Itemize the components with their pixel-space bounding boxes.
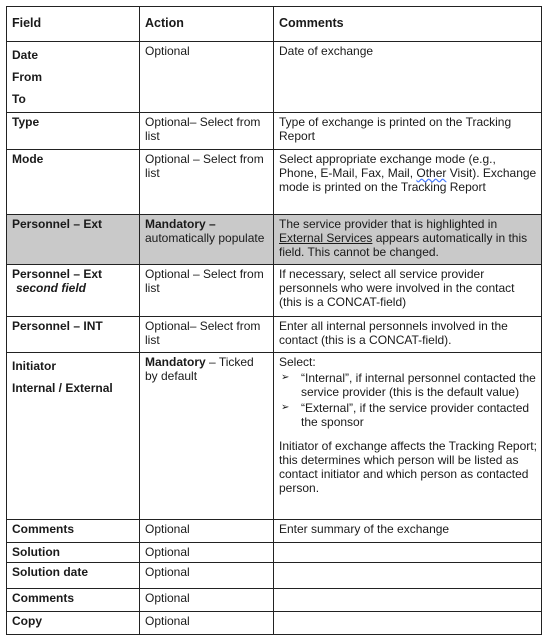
field-internal-external: Internal / External	[12, 381, 113, 395]
field-type: Type	[7, 113, 140, 150]
field-copy: Copy	[7, 612, 140, 635]
table-row-comments	[7, 520, 542, 543]
cell-comments	[274, 612, 542, 635]
table-row-initiator	[7, 353, 542, 520]
field-comments-2: Comments	[7, 589, 140, 612]
cell-action: Optional	[140, 520, 274, 543]
table-row-solution	[7, 543, 542, 563]
arrow-bullet-icon: ➢	[281, 372, 290, 383]
cell-action: Mandatory – Ticked by default	[140, 353, 274, 520]
field-personnel-ext-2: Personnel – Ext	[12, 267, 103, 281]
cell-comments	[274, 589, 542, 612]
table-row-solution-date	[7, 563, 542, 589]
arrow-bullet-icon: ➢	[281, 402, 290, 413]
cell-comments: Date of exchange	[274, 42, 542, 113]
table-row-date	[7, 42, 542, 113]
table-row-personnel-int	[7, 317, 542, 353]
cell-action: Optional– Select from list	[140, 113, 274, 150]
cell-action: Optional – Select from list	[140, 150, 274, 215]
cell-action: Optional– Select from list	[140, 317, 274, 353]
field-solution: Solution	[7, 543, 140, 563]
field-personnel-int: Personnel – INT	[7, 317, 140, 353]
cell-comments: If necessary, select all service provider personnels who were involved in the contact (this is a CONCAT-field)	[274, 265, 542, 317]
field-personnel-ext: Personnel – Ext	[7, 215, 140, 265]
list-item: ➢ “Internal”, if internal personnel contacted the service provider (this is the default value)	[281, 371, 536, 399]
field-date: Date	[12, 48, 39, 62]
cell-field	[7, 42, 140, 113]
cell-comments: Select appropriate exchange mode (e.g., Phone, E-Mail, Fax, Mail, Other Visit). Exchange mode is printed on the Tracking Report	[274, 150, 542, 215]
field-from: From	[12, 70, 42, 84]
field-second-field: second field	[16, 281, 87, 295]
list-item: ➢ “External”, if the service provider contacted the sponsor	[281, 401, 530, 429]
table-row-comments-2	[7, 589, 542, 612]
cell-comments	[274, 353, 542, 520]
cell-comments: Enter summary of the exchange	[274, 520, 542, 543]
header-row	[7, 7, 542, 42]
table-row-copy	[7, 612, 542, 635]
cell-comments: The service provider that is highlighted in External Services appears automatically in this field. This cannot be changed.	[274, 215, 542, 265]
select-label: Select:	[279, 355, 316, 369]
field-to: To	[12, 92, 26, 106]
field-solution-date: Solution date	[7, 563, 140, 589]
cell-action: Optional	[140, 42, 274, 113]
cell-action: Optional	[140, 612, 274, 635]
initiator-note: Initiator of exchange affects the Tracking Report; this determines which person will be listed as contact initiator and which person as contacted person.	[279, 439, 537, 495]
cell-action: Optional	[140, 589, 274, 612]
field-initiator: Initiator	[12, 359, 56, 373]
cell-action: Mandatory – automatically populate	[140, 215, 274, 265]
table-row-type	[7, 113, 542, 150]
table-row-mode	[7, 150, 542, 215]
header-comments: Comments	[274, 7, 542, 42]
initiator-options	[279, 371, 537, 429]
header-field: Field	[7, 7, 140, 42]
cell-comments	[274, 563, 542, 589]
cell-field	[7, 353, 140, 520]
cell-comments: Enter all internal personnels involved in the contact (this is a CONCAT-field).	[274, 317, 542, 353]
cell-field	[7, 265, 140, 317]
header-action: Action	[140, 7, 274, 42]
external-services-link[interactable]: External Services	[279, 231, 373, 245]
field-mode: Mode	[7, 150, 140, 215]
table-row-personnel-ext	[7, 215, 542, 265]
field-action-table	[6, 6, 542, 635]
spelling-mark: Other	[416, 166, 447, 180]
cell-action: Optional – Select from list	[140, 265, 274, 317]
cell-action: Optional	[140, 543, 274, 563]
field-comments: Comments	[7, 520, 140, 543]
cell-comments	[274, 543, 542, 563]
table-row-personnel-ext-second	[7, 265, 542, 317]
cell-action: Optional	[140, 563, 274, 589]
cell-comments: Type of exchange is printed on the Tracking Report	[274, 113, 542, 150]
